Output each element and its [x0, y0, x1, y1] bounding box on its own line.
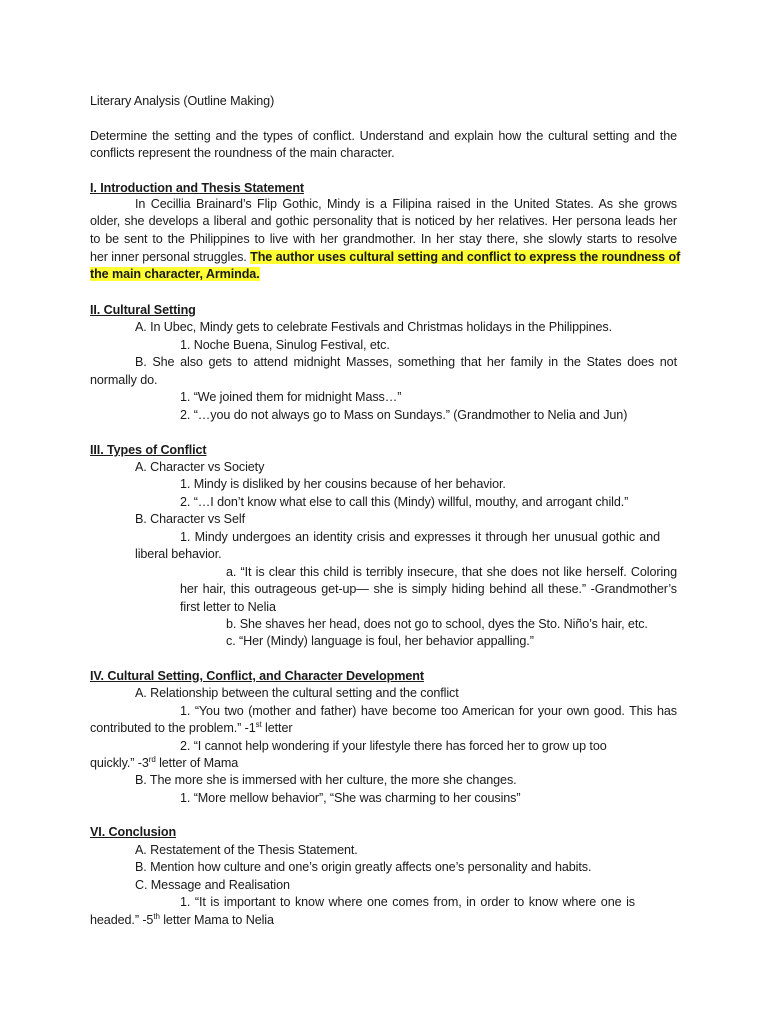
conclusion-a: A. Restatement of the Thesis Statement.: [135, 843, 358, 857]
section-6-heading: VI. Conclusion: [90, 825, 177, 839]
section-4-heading: IV. Cultural Setting, Conflict, and Character Development: [90, 669, 424, 683]
intro-line-4: [90, 249, 680, 266]
instructions-line-1: Determine the setting and the types of conflict. Understand and explain how the cultural setting and the: [90, 129, 677, 143]
thesis-highlight-2: the main character, Arminda.: [90, 267, 260, 281]
instructions-line-2: conflicts represent the roundness of the main character.: [90, 146, 395, 160]
conflict-a: A. Character vs Society: [135, 460, 265, 474]
conflict-b1-line-1: 1. Mindy undergoes an identity crisis and expresses it through her unusual gothic and: [180, 530, 660, 544]
section-2-heading: II. Cultural Setting: [90, 303, 196, 317]
setting-b-line-1: B. She also gets to attend midnight Masses, something that her family in the States does not: [135, 355, 677, 369]
development-a2-line-2: [90, 755, 238, 772]
development-a: A. Relationship between the cultural setting and the conflict: [135, 686, 459, 700]
conflict-ba-line-3: first letter to Nelia: [180, 600, 276, 614]
conclusion-c1-text: headed.” -5: [90, 913, 154, 927]
thesis-highlight-1: The author uses cultural setting and conflict to express the roundness of: [250, 250, 681, 264]
intro-line-1: In Cecillia Brainard’s Flip Gothic, Mindy is a Filipina raised in the United States. As she grows: [135, 197, 677, 211]
development-b: B. The more she is immersed with her culture, the more she changes.: [135, 773, 517, 787]
development-a2-sup: rd: [148, 754, 156, 764]
intro-line-2: older, she develops a liberal and gothic personality that is noticed by her relatives. Her persona leads her: [90, 214, 677, 228]
setting-a: A. In Ubec, Mindy gets to celebrate Festivals and Christmas holidays in the Philippines.: [135, 320, 612, 334]
conclusion-c1-line-2: [90, 912, 274, 929]
conflict-bb: b. She shaves her head, does not go to school, dyes the Sto. Niño’s hair, etc.: [226, 617, 648, 631]
document-title: Literary Analysis (Outline Making): [90, 94, 275, 108]
conflict-bc: c. “Her (Mindy) language is foul, her behavior appalling.”: [226, 634, 534, 648]
development-a1-line-2: [90, 720, 292, 737]
conclusion-c1-tail: letter Mama to Nelia: [159, 913, 274, 927]
development-a2-text: quickly.” -3: [90, 756, 149, 770]
development-a1-sup: st: [255, 719, 262, 729]
intro-line-3: to be sent to the Philippines to live with her grandmother. In her stay there, she slowly starts to resolve: [90, 232, 677, 246]
conflict-b1-line-2: liberal behavior.: [135, 547, 222, 561]
development-a2-line-1: 2. “I cannot help wondering if your lifestyle there has forced her to grow up too: [180, 739, 607, 753]
setting-b-line-2: normally do.: [90, 373, 158, 387]
setting-a1: 1. Noche Buena, Sinulog Festival, etc.: [180, 338, 390, 352]
conflict-a2: 2. “…I don’t know what else to call this (Mindy) willful, mouthy, and arrogant child.”: [180, 495, 629, 509]
conflict-a1: 1. Mindy is disliked by her cousins because of her behavior.: [180, 477, 506, 491]
setting-b1: 1. “We joined them for midnight Mass…”: [180, 390, 402, 404]
development-a1-line-1: 1. “You two (mother and father) have become too American for your own good. This has: [180, 704, 677, 718]
thesis-line-2: [90, 266, 260, 283]
conclusion-c1-sup: th: [153, 911, 160, 921]
development-b1: 1. “More mellow behavior”, “She was charming to her cousins”: [180, 791, 521, 805]
section-1-heading: I. Introduction and Thesis Statement: [90, 181, 305, 195]
intro-line-4-text: her inner personal struggles.: [90, 250, 251, 264]
conclusion-c1-line-1: 1. “It is important to know where one comes from, in order to know where one is: [180, 895, 635, 909]
conclusion-b: B. Mention how culture and one’s origin greatly affects one’s personality and habits.: [135, 860, 592, 874]
setting-b2: 2. “…you do not always go to Mass on Sundays.” (Grandmother to Nelia and Jun): [180, 408, 628, 422]
section-3-heading: III. Types of Conflict: [90, 443, 207, 457]
development-a1-tail: letter: [261, 721, 293, 735]
conflict-ba-line-2: her hair, this outrageous get-up— she is simply hiding behind all these.” -Grandmother’s: [180, 582, 677, 596]
development-a1-text: contributed to the problem.” -1: [90, 721, 256, 735]
conflict-b: B. Character vs Self: [135, 512, 245, 526]
conflict-ba-line-1: a. “It is clear this child is terribly insecure, that she does not like herself. Coloring: [226, 565, 677, 579]
development-a2-tail: letter of Mama: [155, 756, 239, 770]
conclusion-c: C. Message and Realisation: [135, 878, 290, 892]
